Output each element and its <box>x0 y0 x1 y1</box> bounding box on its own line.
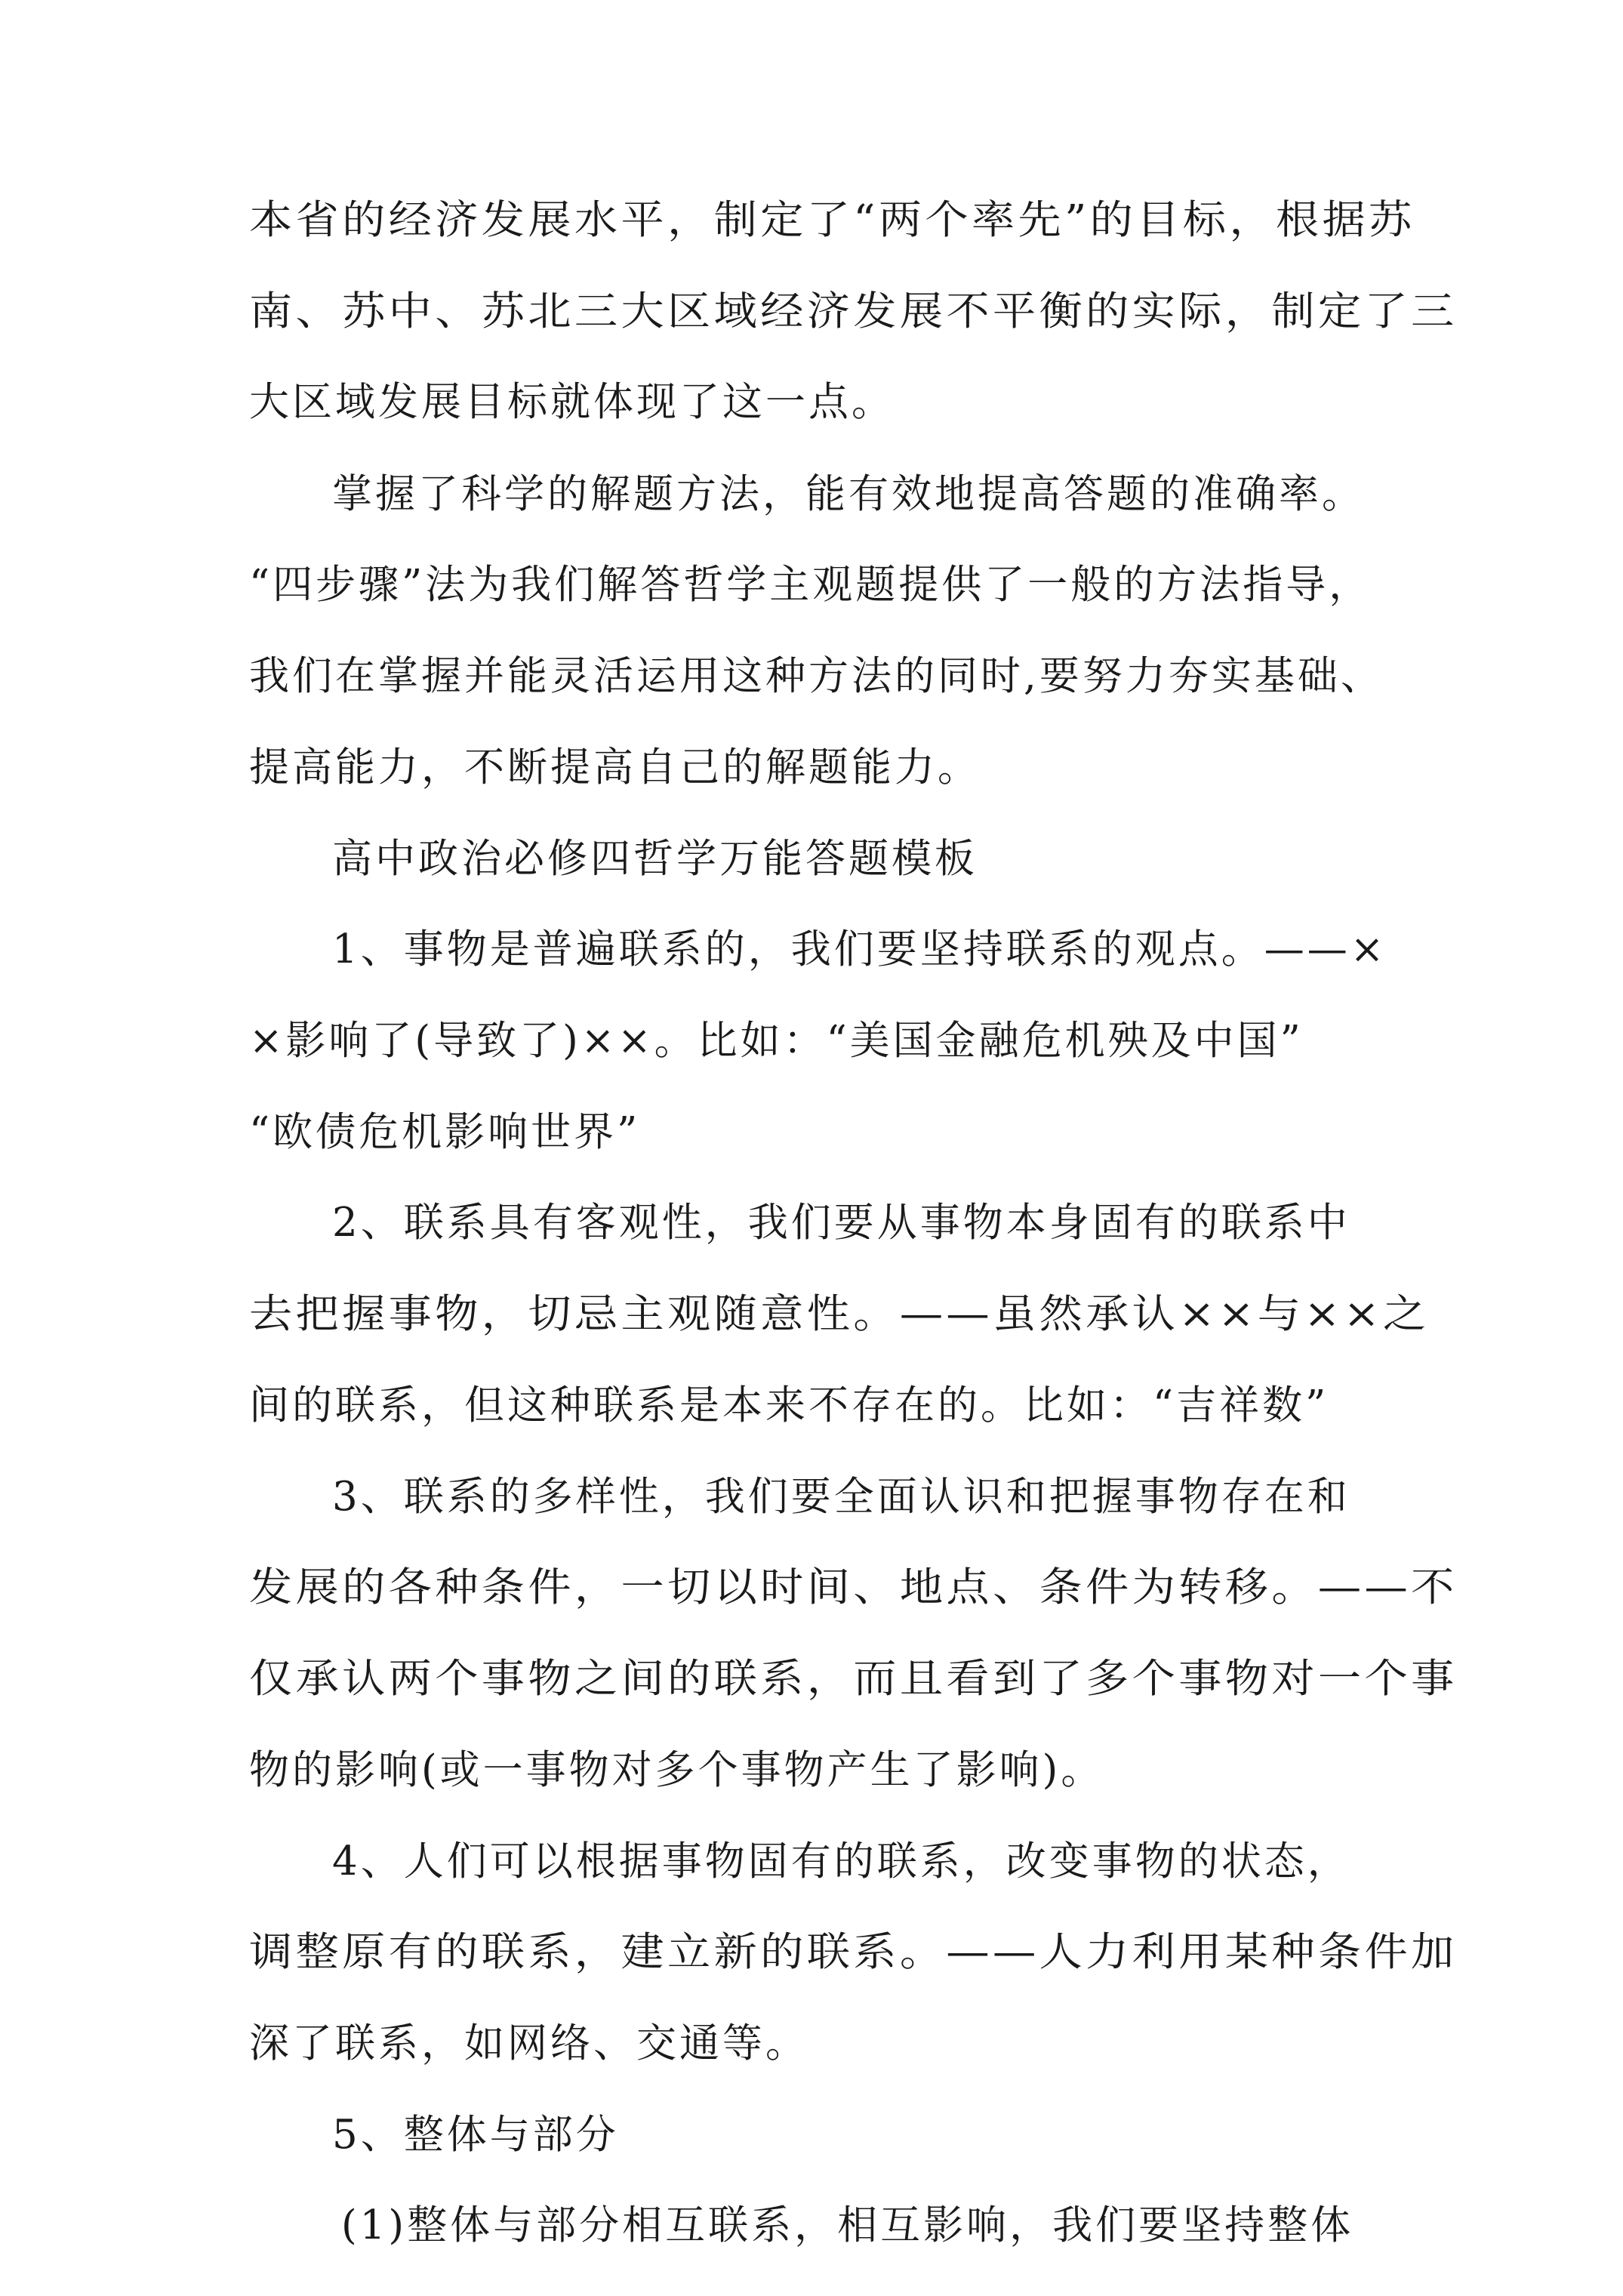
section-heading: 高中政治必修四哲学万能答题模板 <box>332 836 978 882</box>
text-line: 南、苏中、苏北三大区域经济发展不平衡的实际，制定了三 <box>249 288 1458 334</box>
text-line: 4、人们可以根据事物固有的联系，改变事物的状态， <box>332 1838 1350 1885</box>
text-line: 掌握了科学的解题方法，能有效地提高答题的准确率。 <box>332 471 1365 517</box>
text-line: 去把握事物，切忌主观随意性。——虽然承认××与××之 <box>249 1291 1430 1337</box>
text-line: “欧债危机影响世界” <box>249 1109 641 1155</box>
text-line: 大区域发展目标就体现了这一点。 <box>249 379 895 425</box>
text-line: 深了联系，如网络、交通等。 <box>249 2020 808 2066</box>
text-line: 间的联系，但这种联系是本来不存在的。比如：“吉祥数” <box>249 1382 1329 1428</box>
text-line: 我们在掌握并能灵活运用这种方法的同时,要努力夯实基础、 <box>249 653 1384 699</box>
text-line: 发展的各种条件，一切以时间、地点、条件为转移。——不 <box>249 1564 1458 1610</box>
text-line: 2、联系具有客观性，我们要从事物本身固有的联系中 <box>332 1200 1350 1246</box>
text-line: 本省的经济发展水平，制定了“两个率先”的目标，根据苏 <box>249 197 1415 243</box>
text-line: 仅承认两个事物之间的联系，而且看到了多个事物对一个事 <box>249 1656 1458 1702</box>
section-heading: 5、整体与部分 <box>332 2112 619 2158</box>
text-line: “四步骤”法为我们解答哲学主观题提供了一般的方法指导， <box>249 562 1372 608</box>
text-line: 1、事物是普遍联系的，我们要坚持联系的观点。——× <box>332 926 1387 972</box>
text-line: 调整原有的联系，建立新的联系。——人力利用某种条件加 <box>249 1929 1458 1975</box>
text-line: ×影响了(导致了)××。比如：“美国金融危机殃及中国” <box>249 1018 1304 1064</box>
text-line: 物的影响(或一事物对多个事物产生了影响)。 <box>249 1747 1104 1793</box>
text-line: (1)整体与部分相互联系，相互影响，我们要坚持整体 <box>341 2202 1354 2248</box>
text-line: 3、联系的多样性，我们要全面认识和把握事物存在和 <box>332 1474 1350 1520</box>
text-line: 提高能力，不断提高自己的解题能力。 <box>249 744 981 791</box>
